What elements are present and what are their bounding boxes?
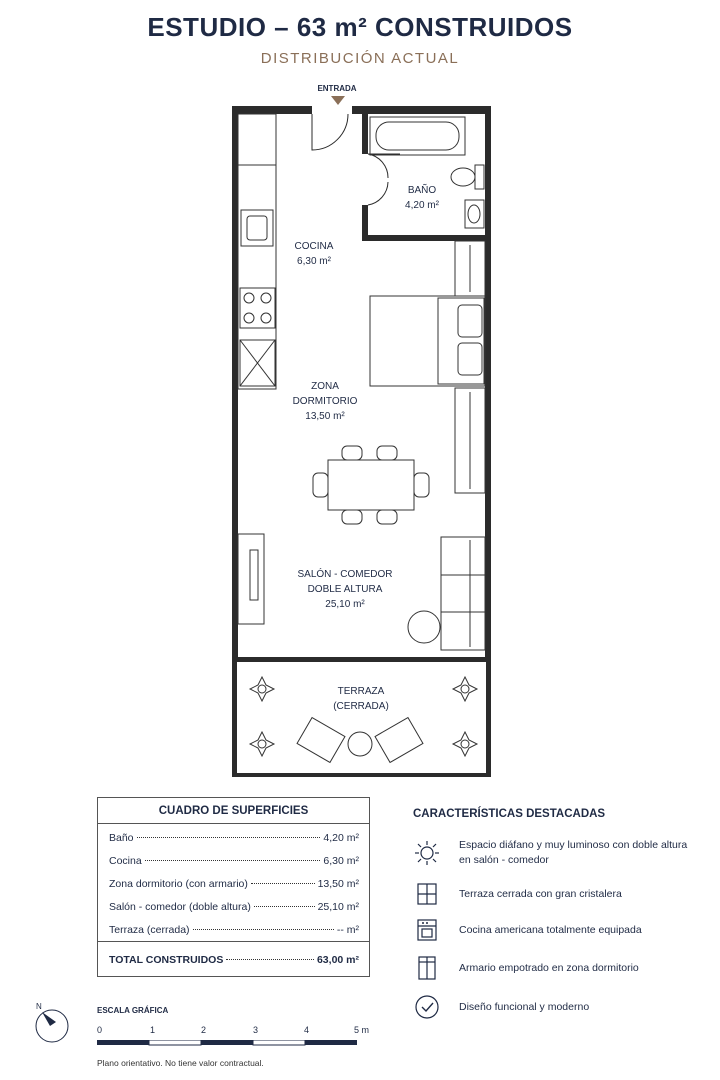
table-row: Zona dormitorio (con armario) 13,50 m²: [109, 878, 359, 890]
table-row: Terraza (cerrada) -- m²: [109, 924, 359, 936]
bed-icon: [370, 296, 485, 386]
bathroom-door: [368, 154, 400, 178]
table-row: Salón - comedor (doble altura) 25,10 m²: [109, 901, 359, 913]
bedroom-name-line2: DORMITORIO: [292, 396, 358, 407]
living-name-line2: DOBLE ALTURA: [307, 584, 383, 595]
scale-tick: 2: [201, 1025, 207, 1035]
bedroom-name-line1: ZONA: [311, 381, 339, 392]
feature-text: Espacio diáfano y muy luminoso con doble altura en salón - comedor: [459, 839, 688, 866]
bathtub-icon: [370, 117, 465, 155]
kitchen-name: COCINA: [294, 241, 334, 252]
scale-bar: [97, 1040, 363, 1046]
window-icon: [413, 880, 441, 908]
bathroom-area: 4,20 m²: [405, 200, 439, 211]
bathroom-name: BAÑO: [407, 185, 437, 196]
entrance-label: ENTRADA: [317, 84, 357, 93]
feature-item: [413, 916, 689, 944]
features-title: CARACTERÍSTICAS DESTACADAS: [413, 808, 606, 820]
kitchen-counter: [238, 114, 276, 389]
dining-table-icon: [313, 446, 429, 524]
feature-item: [413, 880, 689, 908]
table-row: Baño 4,20 m²: [109, 832, 359, 844]
tv-unit: [238, 534, 264, 624]
scale-tick: 1: [150, 1025, 156, 1035]
living-area: 25,10 m²: [325, 599, 365, 610]
scale-tick: 4: [304, 1025, 310, 1035]
toilet-icon: [451, 165, 484, 189]
scale-title: ESCALA GRÁFICA: [97, 1006, 169, 1015]
feature-text: Cocina americana totalmente equipada: [459, 923, 642, 936]
table-total-row: TOTAL CONSTRUIDOS 63,00 m²: [109, 954, 359, 966]
kitchen-icon: [413, 916, 441, 944]
feature-item: [413, 954, 689, 982]
feature-item: [413, 993, 689, 1021]
page-subtitle: DISTRIBUCIÓN ACTUAL: [260, 50, 460, 67]
wardrobe: [455, 241, 485, 493]
bedroom-area: 13,50 m²: [305, 411, 345, 422]
terrace-name-line1: TERRAZA: [337, 686, 385, 697]
sun-icon: [413, 839, 441, 867]
kitchen-area: 6,30 m²: [297, 256, 331, 267]
terrace-furniture: [297, 718, 423, 763]
svg-text:N: N: [36, 1002, 42, 1011]
walls: [232, 106, 491, 777]
entrance-arrow-icon: [331, 96, 345, 105]
areas-table: [97, 797, 370, 977]
feature-text: Terraza cerrada con gran cristalera: [459, 887, 622, 900]
feature-text: Armario empotrado en zona dormitorio: [459, 961, 639, 974]
feature-item: [413, 838, 689, 868]
scale-tick: 3: [253, 1025, 259, 1035]
entrance-door: [312, 114, 348, 150]
check-icon: [413, 993, 441, 1021]
feature-text: Diseño funcional y moderno: [459, 1000, 590, 1013]
living-name-line1: SALÓN - COMEDOR: [297, 569, 393, 580]
north-arrow-icon: [30, 1000, 78, 1048]
washbasin-icon: [465, 200, 484, 228]
page-title: ESTUDIO – 63 m² CONSTRUIDOS: [147, 12, 573, 42]
table-row: Cocina 6,30 m²: [109, 855, 359, 867]
sofa-icon: [408, 537, 485, 650]
terrace-name-line2: (CERRADA): [333, 701, 389, 712]
wardrobe-icon: [413, 954, 441, 982]
areas-table-title: CUADRO DE SUPERFICIES: [158, 805, 309, 817]
disclaimer-note: Plano orientativo. No tiene valor contractual.: [97, 1058, 264, 1068]
scale-tick: 0: [97, 1025, 103, 1035]
scale-tick: 5 m: [354, 1025, 370, 1035]
